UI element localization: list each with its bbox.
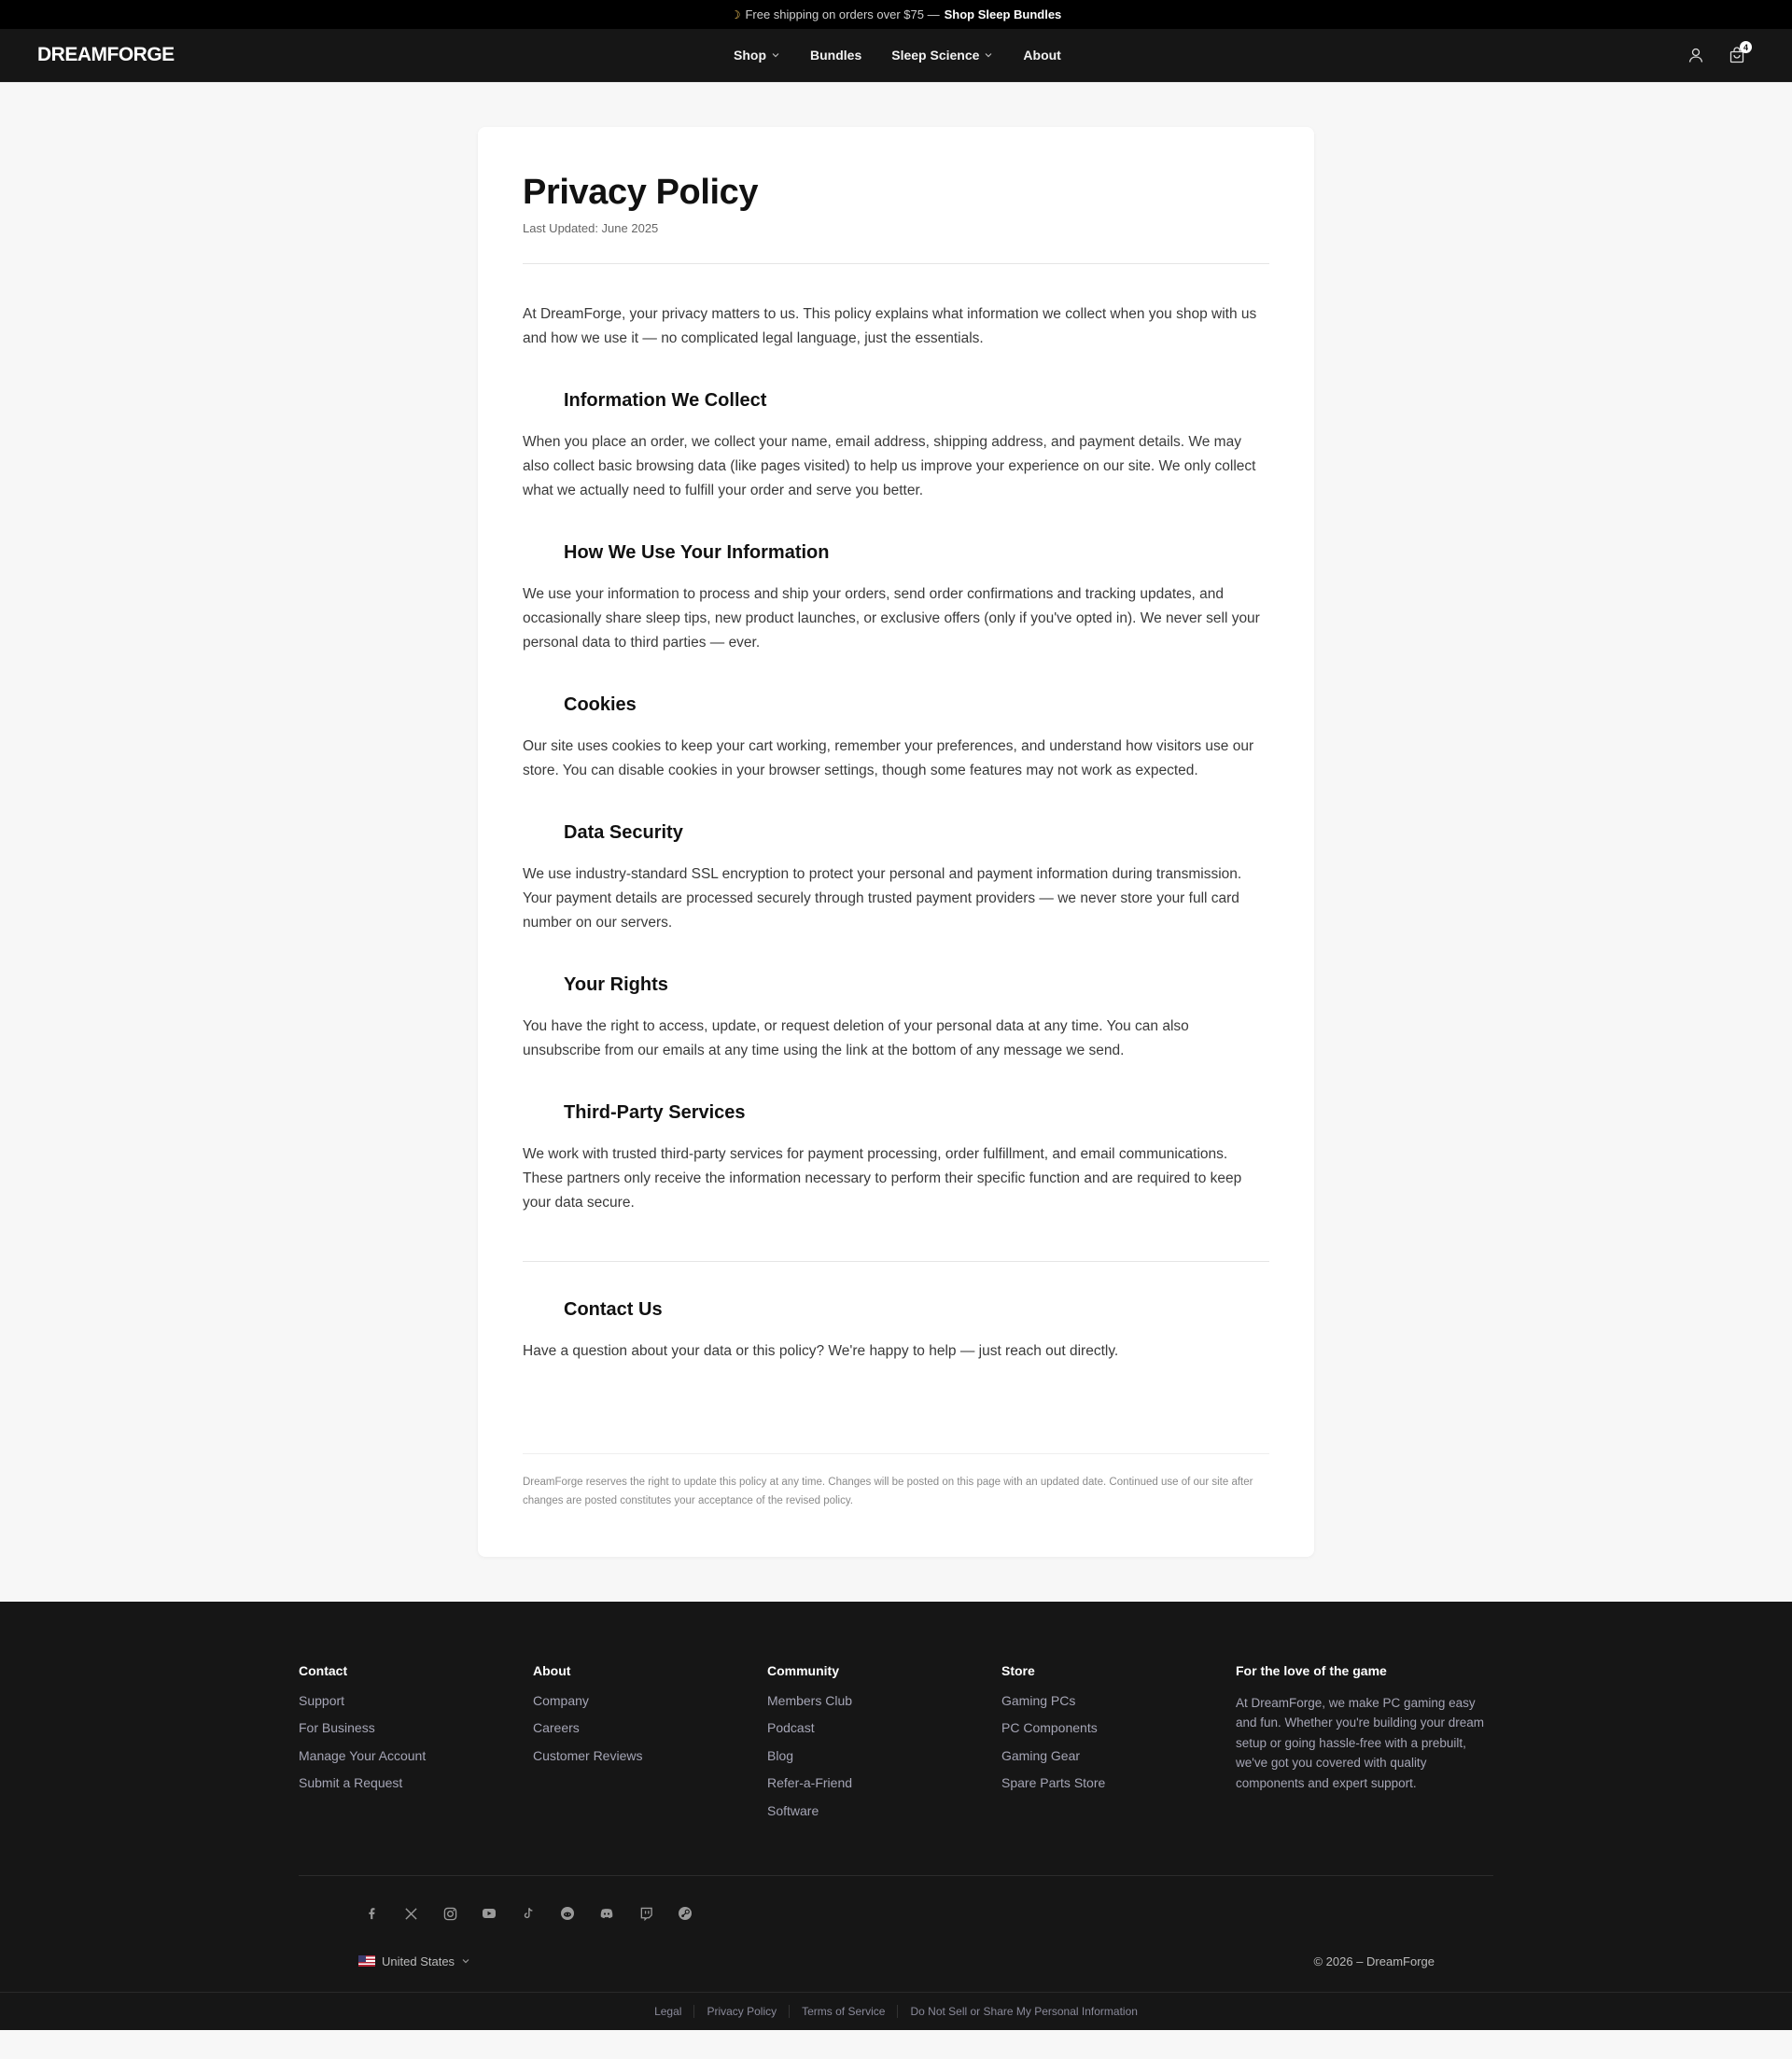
policy-card (478, 127, 1314, 1557)
section-third-party (523, 1101, 1269, 1215)
nav-shop-label: Shop (734, 48, 766, 63)
country-label: United States (382, 1954, 455, 1968)
logo[interactable]: DREAMFORGE (37, 44, 175, 65)
section-title: Data Security (564, 821, 683, 843)
footer-link-customer-reviews[interactable]: Customer Reviews (533, 1747, 643, 1763)
x-icon[interactable] (401, 1904, 420, 1923)
footer-link-podcast[interactable]: Podcast (767, 1720, 815, 1736)
nav-about[interactable] (1023, 48, 1060, 63)
footer-link-company[interactable]: Company (533, 1692, 589, 1708)
footer-heading: Community (767, 1662, 839, 1678)
footer-link-spare-parts[interactable]: Spare Parts Store (1001, 1775, 1106, 1791)
twitch-icon[interactable] (637, 1904, 655, 1923)
section-body: Our site uses cookies to keep your cart working, remember your preferences, and understand how visitors use our store. You can disable cookies in your browser settings, though some features may not work as expected. (523, 737, 1254, 778)
page-title: Privacy Policy (523, 173, 759, 212)
footer-link-members-club[interactable]: Members Club (767, 1692, 853, 1708)
footer-link-gaming-gear[interactable]: Gaming Gear (1001, 1747, 1081, 1763)
footer-columns (299, 1663, 1493, 1831)
cart-count-badge: 4 (1740, 41, 1752, 53)
contact-title: Contact Us (564, 1298, 663, 1320)
account-icon[interactable] (1687, 47, 1704, 63)
footer-bottom-row (299, 1923, 1493, 1979)
footer-col-brand (1236, 1663, 1488, 1831)
section-title: Cookies (564, 693, 637, 715)
footer-link-software[interactable]: Software (767, 1802, 819, 1818)
section-your-rights (523, 973, 1269, 1063)
us-flag-icon (358, 1955, 375, 1967)
footer-col-about (533, 1663, 767, 1831)
do-not-sell-link[interactable]: Do Not Sell or Share My Personal Information (897, 2005, 1149, 2018)
section-body: We work with trusted third-party services for payment processing, order fulfillment, and email communications. These partners only receive the information necessary to perform their specific function and are required to keep your data secure. (523, 1145, 1242, 1211)
section-data-security (523, 821, 1269, 935)
footer-heading: About (533, 1662, 571, 1678)
footer-link-submit-request[interactable]: Submit a Request (299, 1775, 403, 1791)
main-nav (734, 48, 1061, 63)
section-how-we-use (523, 541, 1269, 655)
section-title: How We Use Your Information (564, 541, 830, 563)
instagram-icon[interactable] (441, 1904, 459, 1923)
divider (523, 263, 1269, 264)
chevron-down-icon (984, 50, 993, 60)
tiktok-icon[interactable] (519, 1904, 538, 1923)
footer-link-support[interactable]: Support (299, 1692, 345, 1708)
section-body: We use industry-standard SSL encryption to protect your personal and payment information during transmission. Your payment details are processed securely through trusted payment providers — we never store your full card number on our servers. (523, 865, 1242, 931)
main-content (0, 82, 1792, 1602)
social-links (299, 1876, 1493, 1923)
contact-body: Have a question about your data or this policy? We're happy to help — just reach out directly. (523, 1342, 1119, 1359)
footer-heading: Store (1001, 1662, 1035, 1678)
reddit-icon[interactable] (558, 1904, 577, 1923)
footer-link-pc-components[interactable]: PC Components (1001, 1720, 1098, 1736)
section-body: We use your information to process and ship your orders, send order confirmations and tracking updates, and occasionally share sleep tips, new product launches, or exclusive offers (only if you've opted in). We never sell your personal data to third parties — ever. (523, 585, 1260, 651)
facebook-icon[interactable] (362, 1904, 381, 1923)
legal-link[interactable]: Legal (654, 2005, 682, 2019)
footer-col-store (1001, 1663, 1236, 1831)
legal-links (0, 1992, 1792, 2030)
announcement-link[interactable]: Shop Sleep Bundles (944, 7, 1062, 21)
discord-icon[interactable] (597, 1904, 616, 1923)
footer-link-manage-account[interactable]: Manage Your Account (299, 1747, 427, 1763)
divider (523, 1261, 1269, 1262)
divider (523, 1453, 1269, 1454)
nav-about-label: About (1023, 48, 1061, 63)
chevron-down-icon (771, 50, 780, 60)
footer-col-community (767, 1663, 1001, 1831)
terms-of-service-link[interactable]: Terms of Service (789, 2005, 897, 2018)
footer-link-gaming-pcs[interactable]: Gaming PCs (1001, 1692, 1076, 1708)
site-footer (0, 1602, 1792, 2031)
copyright: © 2026 – DreamForge (1313, 1954, 1435, 1968)
section-title: Third-Party Services (564, 1101, 746, 1123)
chevron-down-icon (461, 1956, 470, 1966)
footer-link-for-business[interactable]: For Business (299, 1720, 375, 1736)
nav-bundles-label: Bundles (810, 48, 862, 63)
youtube-icon[interactable] (480, 1904, 498, 1923)
cart-icon[interactable] (1729, 42, 1748, 63)
footer-heading: Contact (299, 1662, 348, 1678)
privacy-policy-link[interactable]: Privacy Policy (693, 2005, 789, 2018)
nav-shop[interactable] (734, 48, 780, 63)
announcement-bar (0, 0, 1792, 29)
section-title: Information We Collect (564, 389, 767, 411)
site-header (0, 29, 1792, 82)
nav-sleep-science[interactable] (891, 48, 993, 63)
nav-sleep-science-label: Sleep Science (891, 48, 980, 63)
policy-note: DreamForge reserves the right to update this policy at any time. Changes will be posted on this page with an updated date. Continued use of our site after changes are posted constitutes your acceptance of the revised policy. (523, 1476, 1253, 1506)
country-selector[interactable] (358, 1954, 470, 1968)
section-title: Your Rights (564, 973, 668, 995)
footer-about-text: At DreamForge, we make PC gaming easy and fun. Whether you're building your dream setup or going hassle-free with a prebuilt, we've got you covered with quality components and expert support. (1236, 1695, 1484, 1790)
last-updated: Last Updated: June 2025 (523, 220, 659, 235)
footer-link-careers[interactable]: Careers (533, 1720, 580, 1736)
intro-text: At DreamForge, your privacy matters to us. This policy explains what information we collect when you shop with us and how we use it — no complicated legal language, just the essentials. (523, 305, 1257, 346)
section-contact (523, 1299, 1269, 1364)
footer-heading: For the love of the game (1236, 1662, 1387, 1678)
steam-icon[interactable] (676, 1904, 694, 1923)
moon-icon: ☽ (730, 7, 741, 21)
footer-link-blog[interactable]: Blog (767, 1747, 794, 1763)
announcement-text: Free shipping on orders over $75 — (745, 7, 940, 21)
section-information-we-collect (523, 389, 1269, 503)
footer-col-contact (299, 1663, 533, 1831)
header-icons (1687, 42, 1748, 63)
footer-link-refer-a-friend[interactable]: Refer-a-Friend (767, 1775, 853, 1791)
nav-bundles[interactable] (810, 48, 861, 63)
section-body: You have the right to access, update, or request deletion of your personal data at any time. You can also unsubscribe from our emails at any time using the link at the bottom of any message we send. (523, 1017, 1189, 1058)
section-cookies (523, 693, 1269, 783)
section-body: When you place an order, we collect your name, email address, shipping address, and payment details. We may also collect basic browsing data (like pages visited) to help us improve your experience on our site. We only collect what we actually need to fulfill your order and serve you better. (523, 433, 1256, 498)
